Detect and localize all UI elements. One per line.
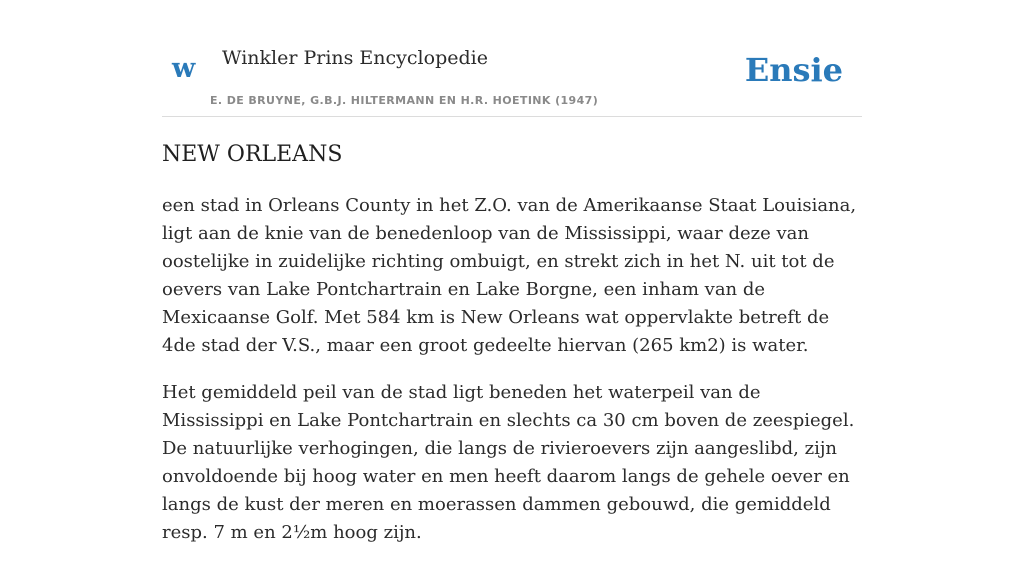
encyclopedia-title-link[interactable]: Winkler Prins Encyclopedie (222, 47, 488, 69)
site-logo-icon[interactable]: w (172, 53, 196, 84)
article-paragraph: Het gemiddeld peil van de stad ligt beneden het waterpeil van de Mississippi en Lake Pontchartrain en slechts ca 30 cm boven de zeespiegel. De natuurlijke verhogingen, die langs de rivieroevers zijn aangeslibd, zijn onvoldoende bij hoog water en men heeft daarom langs de gehele oever en langs de kust der meren en moerassen dammen gebouwd, die gemiddeld resp. 7 m en 2½m hoog zijn. (162, 382, 855, 543)
encyclopedia-page (162, 0, 862, 543)
ensie-brand-logo[interactable]: Ensie (744, 51, 843, 89)
authors-byline: E. DE BRUYNE, G.B.J. HILTERMANN EN H.R. HOETINK (1947) (210, 94, 599, 107)
site-header (162, 0, 862, 117)
article-body (162, 192, 862, 566)
article-title: NEW ORLEANS (162, 142, 343, 167)
article-paragraph: een stad in Orleans County in het Z.O. van de Amerikaanse Staat Louisiana, ligt aan de knie van de benedenloop van de Mississippi, waar deze van oostelijke in zuidelijke richting ombuigt, en strekt zich in het N. uit tot de oevers van Lake Pontchartrain en Lake Borgne, een inham van de Mexicaanse Golf. Met 584 km is New Orleans wat oppervlakte betreft de 4de stad der V.S., maar een groot gedeelte hiervan (265 km2) is water. (162, 195, 857, 356)
